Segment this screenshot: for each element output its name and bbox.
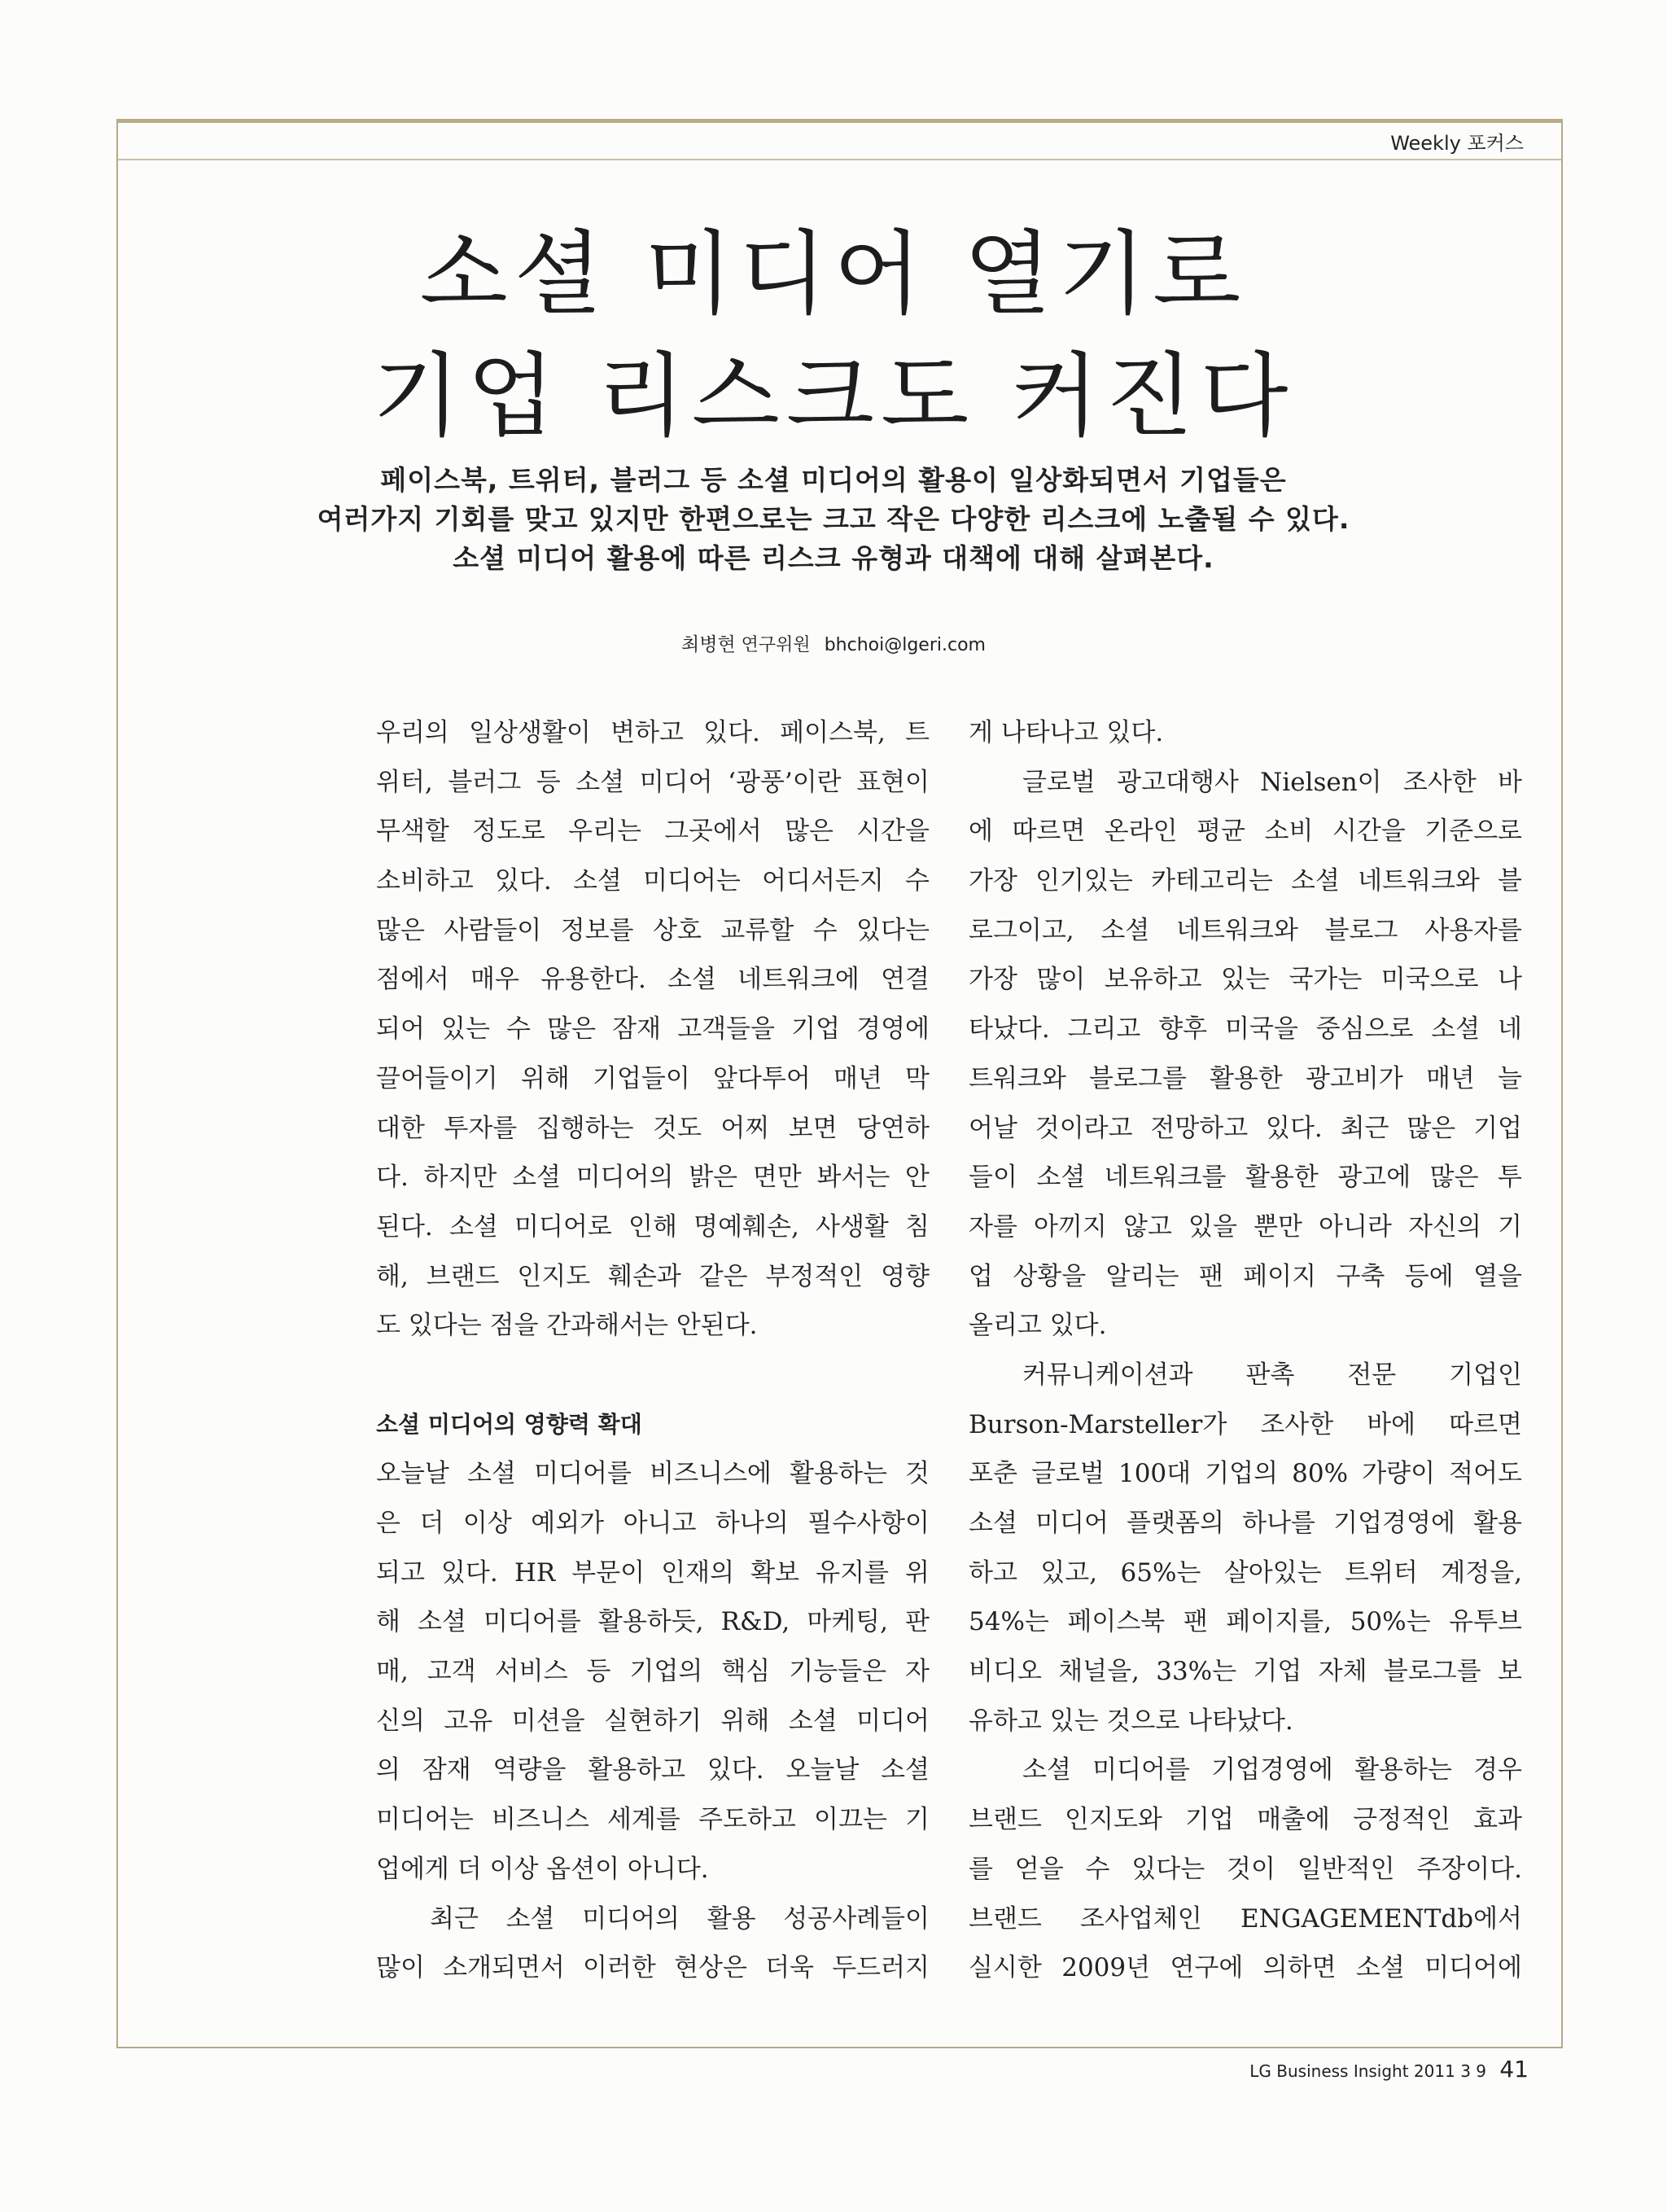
body-line: 되어 있는 수 많은 잠재 고객들을 기업 경영에	[376, 1014, 930, 1045]
body-line: 점에서 매우 유용한다. 소셜 네트워크에 연결	[376, 965, 930, 995]
section-label: Weekly 포커스	[1390, 132, 1524, 155]
body-line: 우리의 일상생활이 변하고 있다. 페이스북, 트	[376, 718, 930, 747]
author-role: 연구위원	[741, 635, 811, 655]
article-lead	[0, 461, 1667, 578]
body-line: 에 따르면 온라인 평균 소비 시간을 기준으로	[969, 817, 1522, 847]
body-line: 가장 인기있는 카테고리는 소셜 네트워크와 블	[969, 866, 1522, 896]
paragraph-gap	[376, 1351, 930, 1400]
body-line: 매, 고객 서비스 등 기업의 핵심 기능들은 자	[376, 1657, 930, 1687]
page-number: 41	[1499, 2056, 1529, 2083]
body-line: 자를 아끼지 않고 있을 뿐만 아니라 자신의 기	[969, 1211, 1522, 1242]
article-title	[0, 213, 1667, 458]
body-line: 가장 많이 보유하고 있는 국가는 미국으로 나	[969, 965, 1522, 995]
body-line: 소비하고 있다. 소셜 미디어는 어디서든지 수	[376, 866, 930, 896]
body-line: 된다. 소셜 미디어로 인해 명예훼손, 사생활 침	[376, 1211, 930, 1242]
body-line: 들이 소셜 네트워크를 활용한 광고에 많은 투	[969, 1163, 1522, 1193]
body-line: 54%는 페이스북 팬 페이지를, 50%는 유투브	[969, 1607, 1522, 1637]
body-line: 브랜드 조사업체인 ENGAGEMENTdb에서	[969, 1903, 1522, 1934]
body-line: 무색할 정도로 우리는 그곳에서 많은 시간을	[376, 817, 930, 847]
body-line: 소셜 미디어 플랫폼의 하나를 기업경영에 활용	[969, 1509, 1522, 1538]
body-line: 많이 소개되면서 이러한 현상은 더욱 두드러지	[376, 1953, 930, 1983]
header-rule	[118, 159, 1561, 160]
publication-name: LG Business Insight 2011 3 9	[1249, 2061, 1486, 2081]
body-line: 실시한 2009년 연구에 의하면 소셜 미디어에	[969, 1953, 1522, 1983]
body-line: 최근 소셜 미디어의 활용 성공사례들이	[430, 1903, 930, 1934]
section-heading: 소셜 미디어의 영향력 확대	[376, 1410, 642, 1438]
page-footer	[1249, 2056, 1529, 2083]
body-line: 트워크와 블로그를 활용한 광고비가 매년 늘	[969, 1063, 1522, 1093]
body-line: 로그이고, 소셜 네트워크와 블로그 사용자를	[969, 915, 1522, 945]
lead-line: 여러가지 기회를 맞고 있지만 한편으로는 크고 작은 다양한 리스크에 노출될 수 있다.	[317, 503, 1350, 535]
body-line: 게 나타나고 있다.	[969, 718, 1164, 747]
body-line: 포춘 글로벌 100대 기업의 80% 가량이 적어도	[969, 1459, 1522, 1489]
body-line: 많은 사람들이 정보를 상호 교류할 수 있다는	[376, 915, 930, 945]
body-line: 어날 것이라고 전망하고 있다. 최근 많은 기업	[969, 1113, 1522, 1143]
body-line: 비디오 채널을, 33%는 기업 자체 블로그를 보	[969, 1657, 1522, 1687]
body-line: 되고 있다. HR 부문이 인재의 확보 유지를 위	[376, 1557, 930, 1588]
body-line: 도 있다는 점을 간과해서는 안된다.	[376, 1311, 758, 1341]
body-line: 올리고 있다.	[969, 1311, 1107, 1341]
author-name: 최병현	[681, 634, 736, 655]
title-line: 소셜 미디어 열기로	[419, 221, 1248, 327]
body-line: 오늘날 소셜 미디어를 비즈니스에 활용하는 것	[376, 1459, 930, 1489]
body-line: 끌어들이기 위해 기업들이 앞다투어 매년 막	[376, 1063, 930, 1093]
body-line: 신의 고유 미션을 실현하기 위해 소셜 미디어	[376, 1706, 930, 1736]
body-line: 다. 하지만 소셜 미디어의 밝은 면만 봐서는 안	[376, 1163, 930, 1193]
lead-line: 소셜 미디어 활용에 따른 리스크 유형과 대책에 대해 살펴본다.	[453, 542, 1214, 574]
body-line: 대한 투자를 집행하는 것도 어찌 보면 당연하	[376, 1113, 930, 1143]
body-line: Burson-Marsteller가 조사한 바에 따르면	[969, 1409, 1522, 1439]
body-line: 미디어는 비즈니스 세계를 주도하고 이끄는 기	[376, 1805, 930, 1835]
lead-line: 페이스북, 트위터, 블러그 등 소셜 미디어의 활용이 일상화되면서 기업들은	[380, 464, 1287, 496]
author-email: bhchoi@lgeri.com	[824, 635, 986, 655]
body-line: 를 얻을 수 있다는 것이 일반적인 주장이다.	[969, 1854, 1522, 1884]
body-line: 브랜드 인지도와 기업 매출에 긍정적인 효과	[969, 1805, 1522, 1835]
body-line: 해 소셜 미디어를 활용하듯, R&D, 마케팅, 판	[376, 1607, 930, 1637]
body-line: 위터, 블러그 등 소셜 미디어 ‘광풍’이란 표현이	[376, 767, 930, 797]
body-line: 업에게 더 이상 옵션이 아니다.	[376, 1854, 709, 1884]
byline	[0, 629, 1667, 656]
body-line: 소셜 미디어를 기업경영에 활용하는 경우	[1022, 1755, 1522, 1785]
body-line: 업 상황을 알리는 팬 페이지 구축 등에 열을	[969, 1261, 1522, 1291]
body-line: 의 잠재 역량을 활용하고 있다. 오늘날 소셜	[376, 1755, 930, 1785]
left-column	[376, 708, 930, 1993]
body-line: 타났다. 그리고 향후 미국을 중심으로 소셜 네	[969, 1014, 1522, 1045]
title-line: 기업 리스크도 커진다	[372, 344, 1295, 449]
body-line: 하고 있고, 65%는 살아있는 트위터 계정을,	[969, 1557, 1522, 1588]
body-line: 커뮤니케이션과 판촉 전문 기업인	[1022, 1360, 1522, 1390]
body-line: 은 더 이상 예외가 아니고 하나의 필수사항이	[376, 1509, 930, 1538]
body-line: 해, 브랜드 인지도 훼손과 같은 부정적인 영향	[376, 1261, 930, 1291]
right-column	[969, 708, 1522, 1993]
body-line: 유하고 있는 것으로 나타났다.	[969, 1706, 1293, 1736]
body-line: 글로벌 광고대행사 Nielsen이 조사한 바	[1022, 767, 1522, 797]
